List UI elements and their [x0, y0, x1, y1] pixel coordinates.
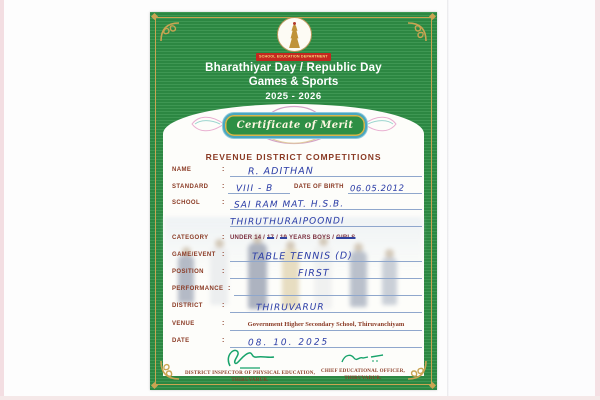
field-line	[230, 196, 422, 210]
field-line	[230, 213, 422, 227]
corner-leaf-icon	[429, 13, 436, 20]
event-years: 2025 - 2026	[265, 91, 322, 102]
corner-leaf-icon	[151, 13, 158, 20]
field-label: CATEGORY	[172, 235, 209, 241]
paper-edge-line	[447, 0, 449, 400]
signatory-title-line1: DISTRICT INSPECTOR OF PHYSICAL EDUCATION,	[184, 371, 316, 376]
signatory-title-line1: CHIEF EDUCATIONAL OFFICER,	[321, 369, 405, 374]
department-banner-text: SCHOOL EDUCATION DEPARTMENT	[259, 55, 328, 59]
merit-banner	[223, 113, 367, 138]
field-row-name	[150, 163, 437, 178]
handwritten-district: THIRUVARUR	[255, 302, 325, 314]
field-label: STANDARD	[172, 184, 209, 190]
field-row-district	[150, 299, 437, 314]
field-row-performance	[150, 282, 437, 297]
scan-edge-bottom	[0, 396, 600, 400]
field-colon: :	[222, 320, 225, 327]
field-line	[234, 282, 422, 296]
handwritten-dob: 06.05.2012	[349, 183, 405, 195]
handwritten-school-town: THIRUTHURAIPOONDI	[229, 216, 345, 228]
field-colon: :	[222, 166, 225, 173]
field-line	[228, 180, 290, 194]
category-struck-girls: GIRLS	[336, 235, 356, 241]
corner-leaf-icon	[151, 382, 158, 389]
signature-ink-icon	[339, 350, 387, 368]
category-prefix: UNDER 14 /	[230, 235, 266, 241]
banner-flourish-icon	[362, 110, 398, 138]
merit-banner-text: Certificate of Merit	[236, 120, 354, 131]
event-title-line1: Bharathiyar Day / Republic Day	[205, 62, 382, 74]
signatory-title-line2: THIRUVARUR.	[344, 376, 382, 381]
venue-printed-value: Government Higher Secondary School, Thiruvanchiyam	[247, 321, 405, 328]
signatory-title-line2: THIRUVARUR.	[231, 378, 269, 383]
field-line	[230, 248, 422, 262]
gopuram-icon	[287, 24, 302, 48]
handwritten-position: FIRST	[297, 267, 330, 280]
field-colon: :	[222, 234, 225, 241]
field-colon: :	[222, 183, 225, 190]
scan-edge-left	[0, 0, 4, 400]
field-colon: :	[222, 268, 225, 275]
signature-ink-icon	[222, 346, 278, 370]
field-line	[230, 163, 422, 177]
field-row-position	[150, 265, 437, 280]
field-line	[230, 317, 422, 331]
field-line	[230, 265, 422, 279]
tn-state-emblem-icon	[277, 17, 312, 52]
handwritten-game: TABLE TENNIS (D)	[251, 250, 353, 263]
emblem-flag-dot	[293, 22, 296, 25]
field-label: NAME	[172, 167, 192, 173]
handwritten-name: R. ADITHAN	[247, 165, 314, 178]
field-label: DISTRICT	[172, 303, 203, 309]
corner-flourish-icon	[405, 20, 429, 44]
department-banner	[256, 53, 331, 61]
field-colon: :	[222, 302, 225, 309]
corner-leaf-icon	[429, 382, 436, 389]
dob-label: DATE OF BIRTH	[294, 184, 344, 190]
field-label: VENUE	[172, 321, 195, 327]
corner-flourish-icon	[158, 20, 182, 44]
field-colon: :	[228, 285, 231, 292]
handwritten-school: SAI RAM MAT. H.S.B.	[233, 199, 345, 211]
handwritten-date: 08. 10. 2025	[247, 337, 330, 349]
field-label: SCHOOL	[172, 200, 201, 206]
field-label: DATE	[172, 338, 190, 344]
category-separator: /	[276, 235, 278, 241]
field-row-standard	[150, 180, 437, 195]
category-struck-19: 19	[279, 235, 288, 241]
field-label: PERFORMANCE	[172, 286, 224, 292]
scan-paper-margin	[449, 0, 596, 400]
category-struck-17: 17	[267, 235, 275, 241]
field-colon: :	[222, 251, 225, 258]
field-label: GAME/EVENT	[172, 252, 216, 258]
category-suffix: YEARS BOYS /	[289, 235, 335, 241]
event-title-line2: Games & Sports	[248, 76, 339, 88]
field-row-venue	[150, 317, 437, 332]
banner-flourish-icon	[190, 110, 226, 138]
field-label: POSITION	[172, 269, 204, 275]
handwritten-standard: VIII - B	[235, 183, 274, 195]
field-colon: :	[222, 337, 225, 344]
section-title: REVENUE DISTRICT COMPETITIONS	[205, 152, 382, 162]
signature-block-right	[302, 350, 424, 382]
certificate	[150, 12, 437, 390]
scan-edge-right	[595, 0, 600, 400]
field-line	[348, 180, 422, 194]
field-line	[230, 299, 422, 313]
category-options	[230, 235, 357, 241]
merit-banner-area	[150, 110, 437, 140]
field-colon: :	[222, 199, 225, 206]
field-row-category	[150, 231, 437, 246]
field-row-school-line2	[150, 213, 437, 228]
field-row-game-event	[150, 248, 437, 263]
field-row-school	[150, 196, 437, 211]
